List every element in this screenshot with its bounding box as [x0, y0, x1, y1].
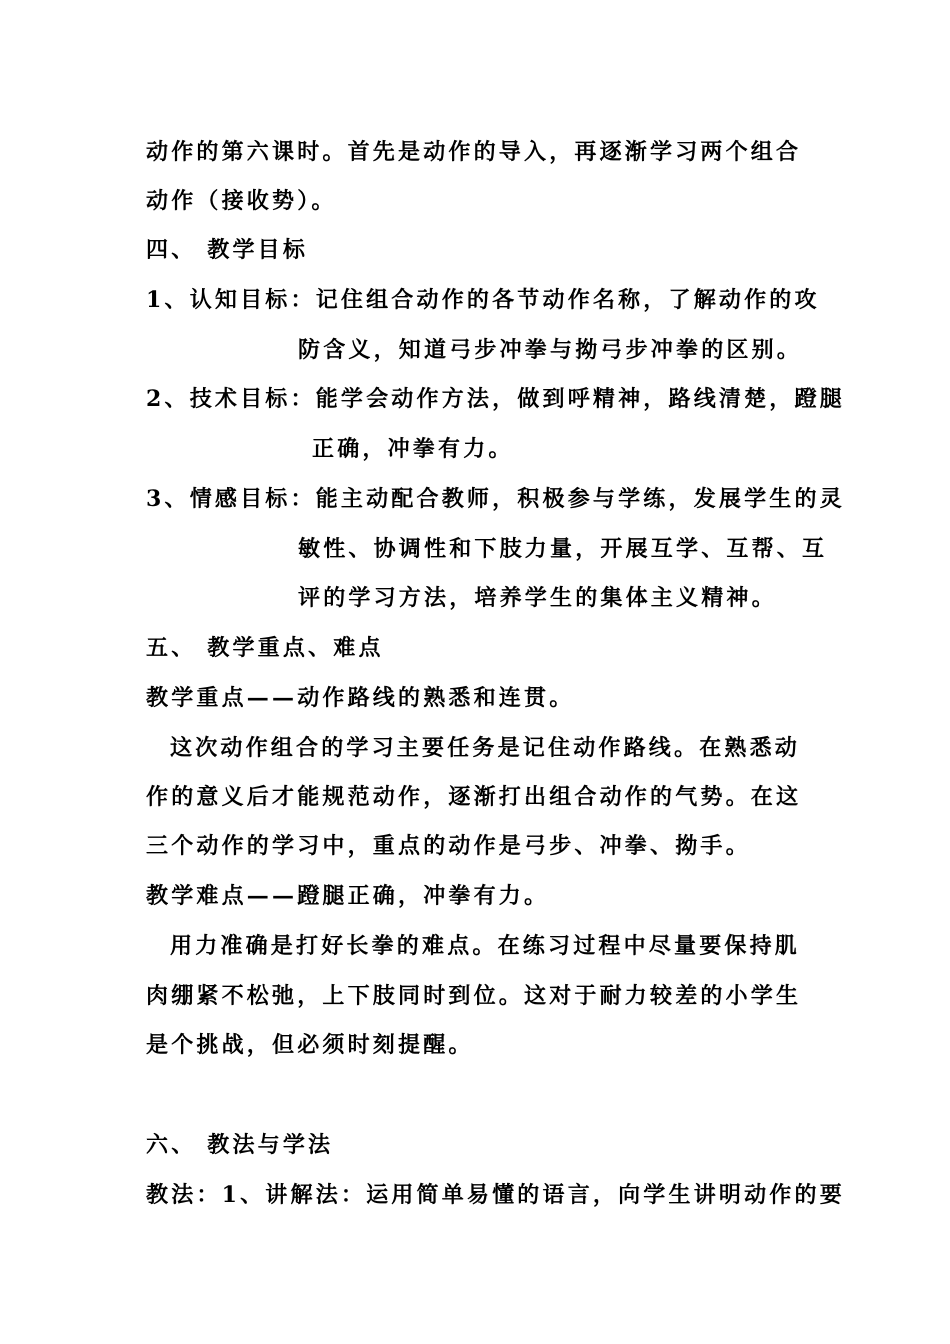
section-heading: 五、 教学重点、难点 — [146, 635, 384, 661]
paragraph-line: 3、情感目标：能主动配合教师，积极参与学练，发展学生的灵 — [146, 486, 845, 512]
section-heading: 六、 教法与学法 — [146, 1132, 334, 1158]
paragraph-line: 教学重点——动作路线的熟悉和连贯。 — [146, 685, 575, 711]
paragraph-line: 是个挑战，但必须时刻提醒。 — [146, 1032, 474, 1058]
paragraph-line: 三个动作的学习中，重点的动作是弓步、冲拳、拗手。 — [146, 833, 751, 859]
section-heading: 四、 教学目标 — [146, 237, 309, 263]
paragraph-line: 动作的第六课时。首先是动作的导入，再逐渐学习两个组合 — [146, 139, 802, 165]
paragraph-line: 动作（接收势）。 — [146, 188, 337, 214]
paragraph-line: 正确，冲拳有力。 — [312, 436, 514, 462]
paragraph-line: 用力准确是打好长拳的难点。在练习过程中尽量要保持肌 — [170, 933, 801, 959]
paragraph-line: 1、认知目标：记住组合动作的各节动作名称，了解动作的攻 — [146, 287, 820, 313]
paragraph-line: 作的意义后才能规范动作，逐渐打出组合动作的气势。在这 — [146, 784, 802, 810]
paragraph-line: 评的学习方法，培养学生的集体主义精神。 — [298, 585, 777, 611]
paragraph-line: 教法：1、讲解法：运用简单易懂的语言，向学生讲明动作的要 — [146, 1182, 845, 1208]
paragraph-line: 这次动作组合的学习主要任务是记住动作路线。在熟悉动 — [170, 735, 801, 761]
paragraph-line: 肉绷紧不松弛，上下肢同时到位。这对于耐力较差的小学生 — [146, 983, 802, 1009]
paragraph-line: 教学难点——蹬腿正确，冲拳有力。 — [146, 883, 550, 909]
paragraph-line: 防含义，知道弓步冲拳与拗弓步冲拳的区别。 — [298, 337, 803, 363]
paragraph-line: 敏性、协调性和下肢力量，开展互学、互帮、互 — [298, 536, 828, 562]
paragraph-line: 2、技术目标：能学会动作方法，做到呼精神，路线清楚，蹬腿 — [146, 386, 845, 412]
